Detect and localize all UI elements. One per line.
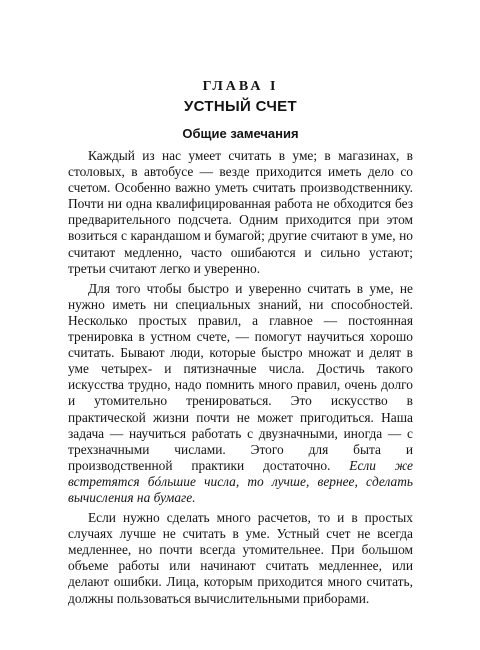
book-page [68,78,413,611]
paragraph-3 [68,510,413,607]
chapter-label: ГЛАВА I [202,79,279,94]
section-title: Общие замечания [182,126,299,141]
paragraph-2-emphasis: Если же встретятся бóльшие числа, то лучше, вернее, сделать вычисления на бумаге. [68,457,413,505]
paragraph-3-text: Если нужно сделать много расчетов, то и в простых случаях лучше не считать в уме. Устный счет не всегда медленнее, но почти всегда утомительнее. При большом объеме работы или начинают считать медленнее, или делают ошибки. Лица, которым приходится много считать, должны пользоваться вычислительными приборами. [68,510,413,606]
paragraph-1 [68,148,413,277]
chapter-title: УСТНЫЙ СЧЕТ [184,98,297,115]
paragraph-2-text: Для того чтобы быстро и уверенно считать в уме, не нужно иметь ни специальных знаний, ни способностей. Несколько простых правил, а главное — постоянная тренировка в устном счете, — помогут научиться хорошо считать. Бывают люди, которые быстро множат и делят в уме четырех- и пятизначные числа. Достичь такого искусства трудно, надо помнить много правил, очень долго и утомительно тренироваться. Это искусство в практической жизни почти не может пригодиться. Наша задача — научиться работать с двузначными, иногда — с трехзначными числами. Этого для быта и производственной практики достаточно. [68,280,413,473]
paragraph-1-text: Каждый из нас умеет считать в уме; в магазинах, в столовых, в автобусе — везде приходится иметь дело со счетом. Особенно важно уметь считать производственнику. Почти ни одна квалифицированная работа не обходится без предварительного подсчета. Одним приходится при этом возиться с карандашом и бумагой; другие считают в уме, но считают медленно, часто ошибаются и сильно устают; третьи считают легко и уверенно. [68,148,413,276]
paragraph-2 [68,281,413,506]
